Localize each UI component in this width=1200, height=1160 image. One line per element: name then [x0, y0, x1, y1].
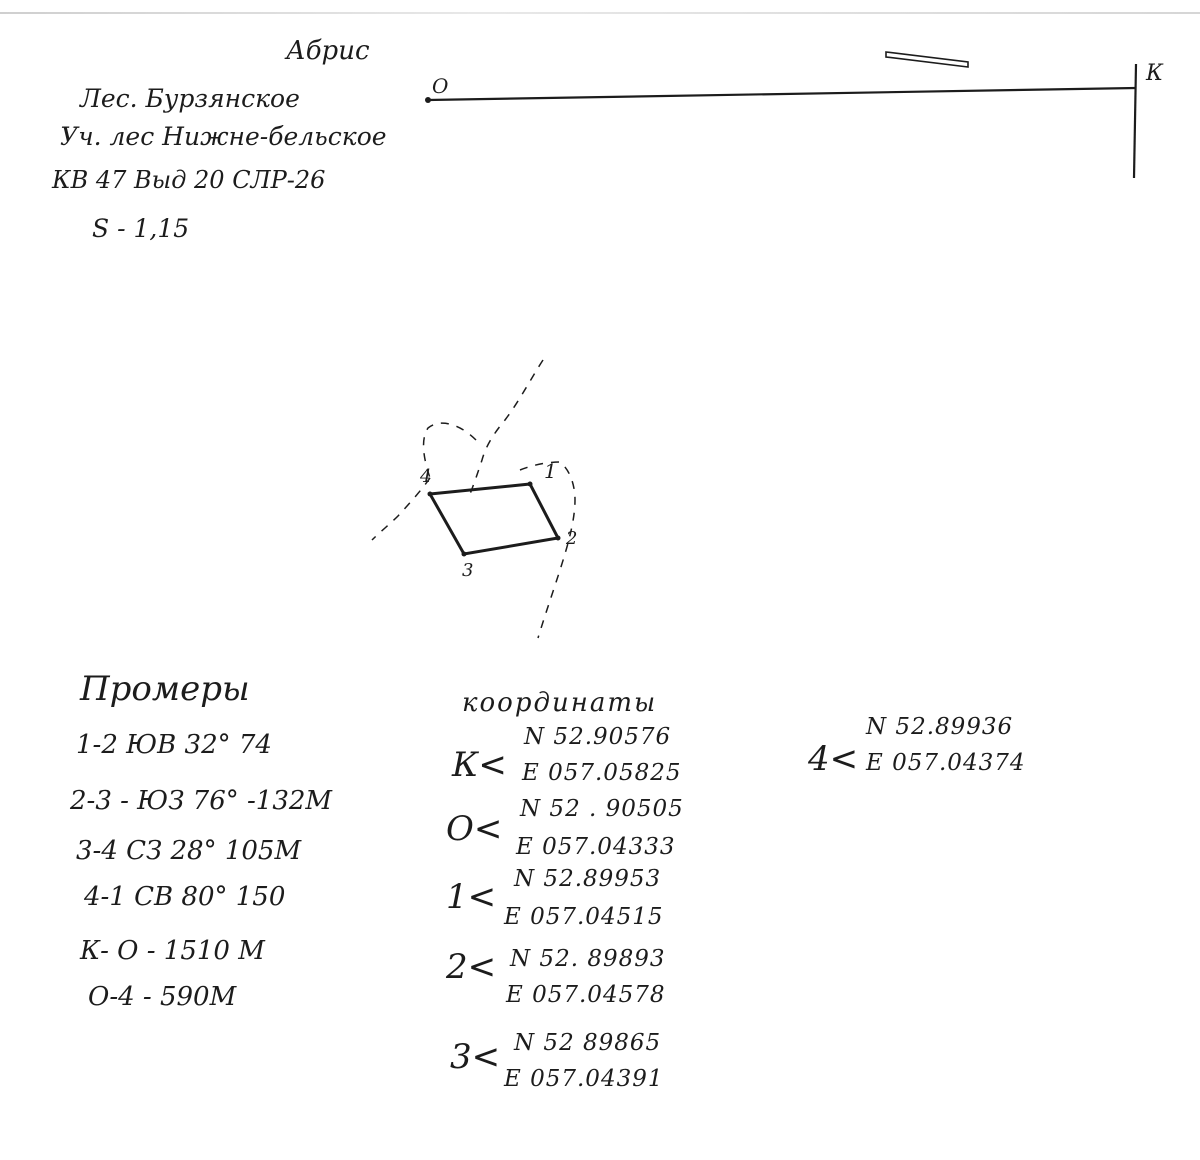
- bracket-icon: <: [478, 745, 507, 785]
- coord-north: N 52 . 90505: [520, 796, 684, 822]
- point-o-marker: [425, 97, 431, 103]
- coord-point-label: К<: [452, 745, 507, 785]
- coord-east: E 057.04578: [506, 982, 666, 1008]
- coord-north: N 52.89953: [514, 866, 662, 892]
- dashed-boundary-1: [470, 360, 543, 494]
- vertex-label-3: 3: [462, 560, 474, 581]
- bracket-icon: <: [471, 1037, 501, 1077]
- coord-north: N 52 89865: [514, 1030, 662, 1056]
- coord-east: E 057.04515: [504, 904, 664, 930]
- vertex-4-marker: [428, 492, 433, 497]
- bracket-icon: <: [473, 809, 503, 849]
- k-tick-line: [1134, 64, 1136, 178]
- area-value: S - 1,15: [92, 214, 190, 243]
- measurement-row: К- О - 1510 М: [80, 936, 265, 966]
- forestry-name: Лес. Бурзянское: [80, 84, 300, 113]
- coord-point-label: О<: [446, 809, 503, 849]
- measurement-row: О-4 - 590М: [88, 982, 237, 1012]
- coord-east: E 057.05825: [522, 760, 682, 786]
- coord-point-label: 3<: [450, 1037, 501, 1077]
- coord-point-label: 1<: [446, 877, 497, 917]
- block-info: КВ 47 Выд 20 СЛР-26: [52, 166, 326, 194]
- label-o: О: [432, 74, 449, 98]
- vertex-1-marker: [528, 482, 533, 487]
- vertex-label-2: 2: [566, 528, 578, 549]
- document-title: Абрис: [286, 36, 370, 66]
- coord-east: E 057.04333: [516, 834, 676, 860]
- scale-bar-stroke: [886, 52, 968, 67]
- vertex-label-1: 1: [544, 459, 557, 483]
- bracket-icon: <: [467, 877, 497, 917]
- coord-north: N 52.89936: [866, 714, 1014, 740]
- baseline-o-k: [428, 88, 1136, 100]
- measurement-row: 2-3 - ЮЗ 76° -132М: [70, 786, 333, 816]
- coord-north: N 52.90576: [524, 724, 672, 750]
- vertex-2-marker: [556, 536, 561, 541]
- coord-point-label: 4<: [808, 739, 859, 779]
- bracket-icon: <: [467, 947, 497, 987]
- label-k: К: [1146, 61, 1164, 86]
- vertex-3-marker: [462, 552, 467, 557]
- coord-point-label: 2<: [446, 947, 497, 987]
- coordinates-title: координаты: [462, 688, 658, 718]
- measurements-title: Промеры: [80, 669, 250, 709]
- district-name: Уч. лес Нижне-бельское: [60, 122, 387, 151]
- bracket-icon: <: [829, 739, 859, 779]
- measurement-row: 3-4 СЗ 28° 105М: [76, 836, 302, 866]
- dashed-boundary-4: [520, 462, 578, 638]
- vertex-label-4: 4: [420, 466, 432, 487]
- measurement-row: 4-1 СВ 80° 150: [84, 882, 286, 912]
- parcel-polygon: [430, 484, 558, 554]
- coord-north: N 52. 89893: [510, 946, 666, 972]
- coord-east: E 057.04374: [866, 750, 1026, 776]
- dashed-boundary-3: [372, 478, 430, 540]
- measurement-row: 1-2 ЮВ 32° 74: [76, 730, 272, 760]
- coord-east: E 057.04391: [504, 1066, 664, 1092]
